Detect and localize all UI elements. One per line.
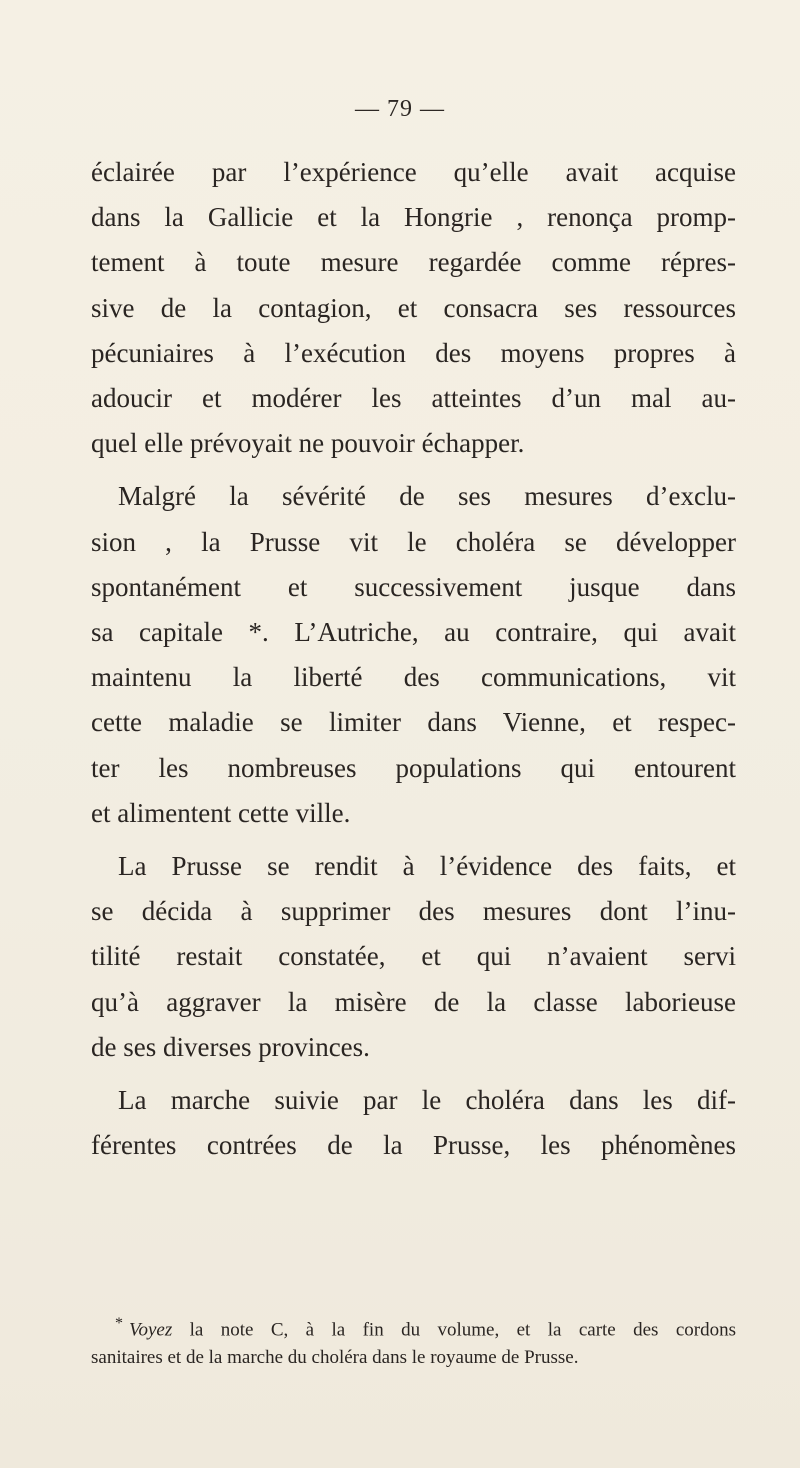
text-line: ter les nombreuses populations qui entourent (91, 752, 736, 783)
text-line: de ses diverses provinces. (91, 1031, 370, 1062)
text-line: adoucir et modérer les atteintes d’un mal au- (91, 383, 736, 414)
text-line: et alimentent cette ville. (91, 797, 351, 828)
text-line: sa capitale *. L’Autriche, au contraire, qui avait (91, 617, 736, 648)
text-line: cette maladie se limiter dans Vienne, et respec- (91, 707, 736, 738)
text-line: spontanément et successivement jusque dans (91, 571, 736, 602)
page-number: — 79 — (355, 96, 445, 122)
text-line: La marche suivie par le choléra dans les dif- (118, 1085, 736, 1116)
footnote-line: sanitaires et de la marche du choléra dans le royaume de Prusse. (91, 1347, 579, 1369)
paragraph (91, 150, 736, 466)
text-line: se décida à supprimer des mesures dont l’inu- (91, 896, 736, 927)
paragraph (91, 844, 736, 1070)
text-line: maintenu la liberté des communications, vit (91, 662, 736, 693)
text-line: pécuniaires à l’exécution des moyens propres à (91, 337, 736, 368)
text-line: dans la Gallicie et la Hongrie , renonça promp- (91, 202, 736, 233)
text-line: sive de la contagion, et consacra ses ressources (91, 292, 736, 323)
body-text (91, 150, 736, 1168)
text-line: Malgré la sévérité de ses mesures d’exclu- (118, 481, 736, 512)
text-line: férentes contrées de la Prusse, les phénomènes (91, 1130, 736, 1161)
text-line: sion , la Prusse vit le choléra se développer (91, 526, 736, 557)
paragraph (91, 474, 736, 836)
footnote-line (91, 1310, 736, 1344)
footnote-lead-word: Voyez (129, 1319, 173, 1341)
footnote-mark: * (115, 1315, 123, 1332)
text-line: éclairée par l’expérience qu’elle avait acquise (91, 157, 736, 187)
text-line: tement à toute mesure regardée comme répres- (91, 247, 736, 278)
text-line: tilité restait constatée, et qui n’avaient servi (91, 941, 736, 972)
text-line: La Prusse se rendit à l’évidence des faits, et (118, 851, 736, 882)
paragraph (91, 1078, 736, 1168)
text-line: quel elle prévoyait ne pouvoir échapper. (91, 428, 525, 459)
footnote (91, 1310, 736, 1372)
footnote-text: la note C, à la fin du volume, et la carte des cordons (189, 1319, 736, 1341)
text-line: qu’à aggraver la misère de la classe laborieuse (91, 986, 736, 1017)
